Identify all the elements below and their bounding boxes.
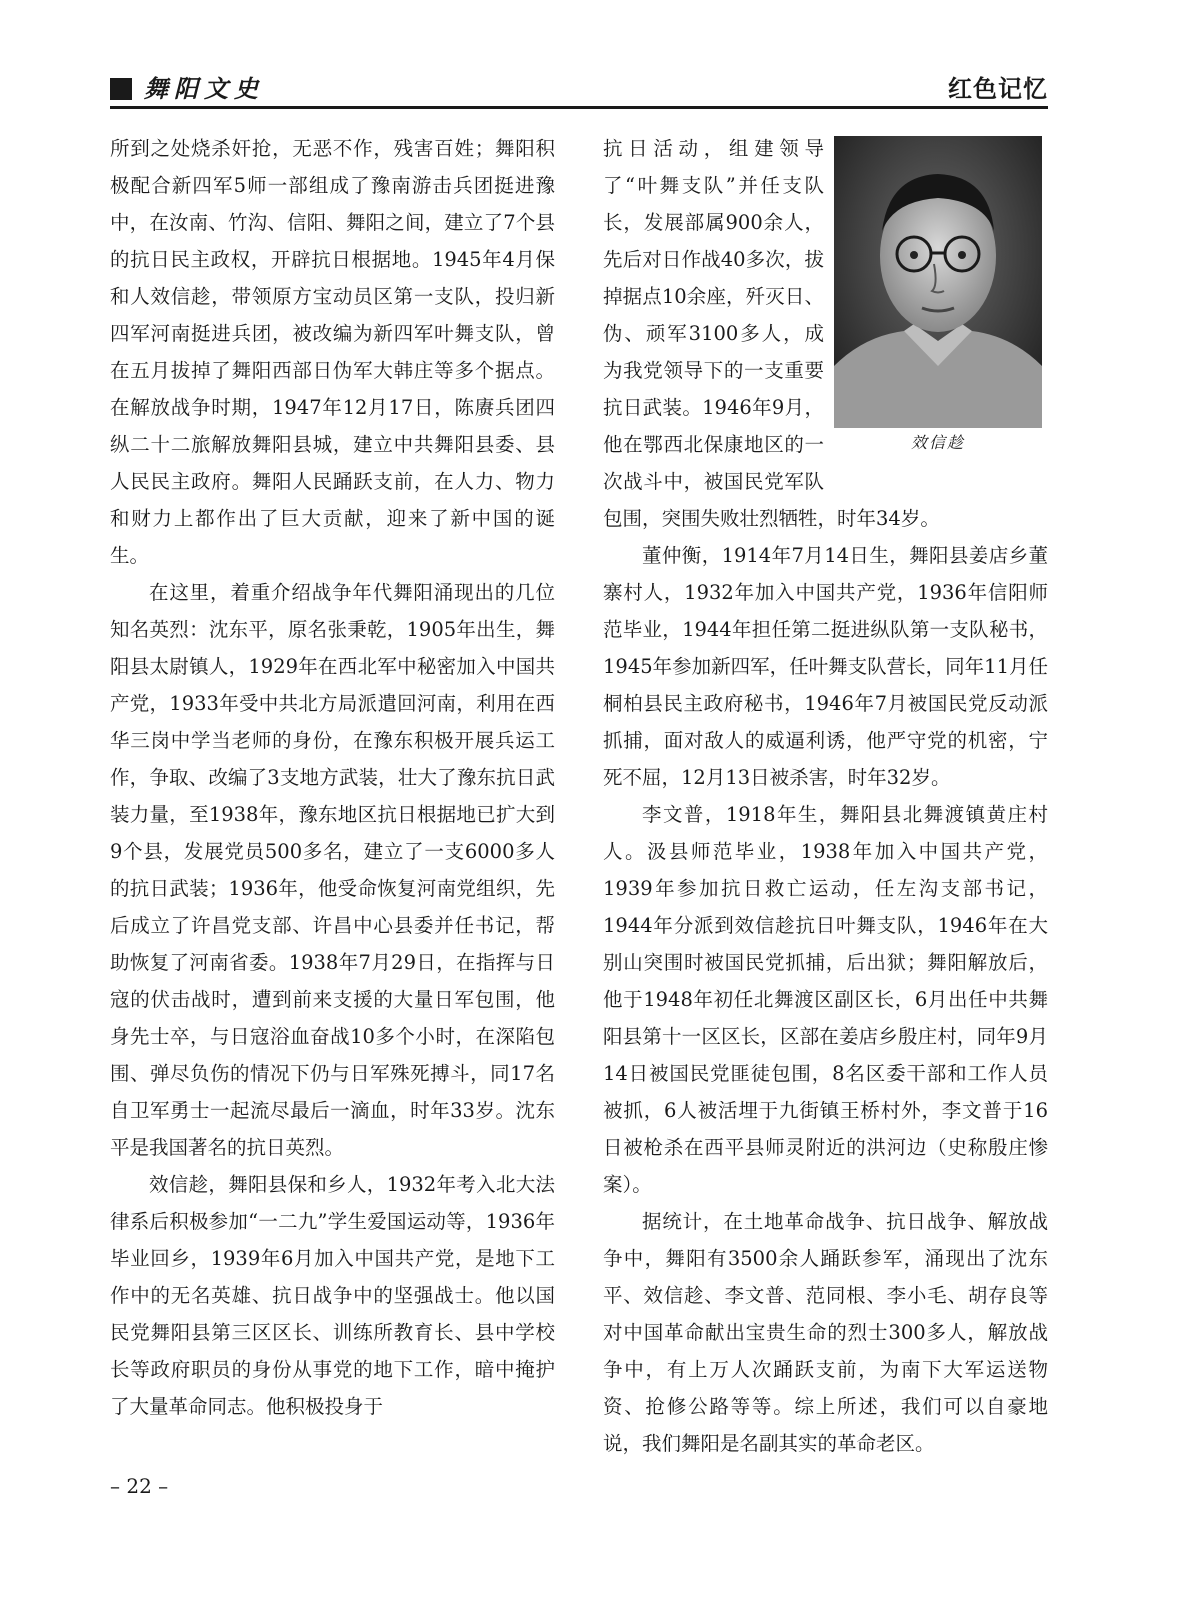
left-column [110,130,555,1425]
paragraph: 李文普，1918年生，舞阳县北舞渡镇黄庄村人。汲县师范毕业，1938年加入中国共产党，1939年参加抗日救亡运动，任左沟支部书记，1944年分派到效信趁抗日叶舞支队，1946年在大别山突围时被国民党抓捕，后出狱；舞阳解放后，他于1948年初任北舞渡区副区长，6月出任中共舞阳县第十一区区长，区部在姜店乡殷庄村，同年9月14日被国民党匪徒包围，8名区委干部和工作人员被抓，6人被活埋于九街镇王桥村外，李文普于16日被枪杀在西平县师灵附近的洪河边（史称殷庄惨案）。 [603,803,1048,1196]
paragraph: 在这里，着重介绍战争年代舞阳涌现出的几位知名英烈：沈东平，原名张秉乾，1905年出生，舞阳县太尉镇人，1929年在西北军中秘密加入中国共产党，1933年受中共北方局派遣回河南，利用在西华三岗中学当老师的身份，在豫东积极开展兵运工作，争取、改编了3支地方武装，壮大了豫东抗日武装力量，至1938年，豫东地区抗日根据地已扩大到9个县，发展党员500多名，建立了一支6000多人的抗日武装；1936年，他受命恢复河南党组织，先后成立了许昌党支部、许昌中心县委并任书记，帮助恢复了河南省委。1938年7月29日，在指挥与日寇的伏击战时，遭到前来支援的大量日军包围，他身先士卒，与日寇浴血奋战10多个小时，在深陷包围、弹尽负伤的情况下仍与日军殊死搏斗，同17名自卫军勇士一起流尽最后一滴血，时年33岁。沈东平是我国著名的抗日英烈。 [110,581,555,1159]
portrait-caption: 效信趁 [910,433,965,452]
portrait-image [834,136,1042,428]
header-rule [110,106,1048,109]
page-header [110,74,1048,104]
portrait-figure [834,136,1048,462]
right-column [603,130,1048,1462]
paragraph: 效信趁，舞阳县保和乡人，1932年考入北大法律系后积极参加“一二九”学生爱国运动等，1936年毕业回乡，1939年6月加入中国共产党，是地下工作中的无名英雄、抗日战争中的坚强战士。他以国民党舞阳县第三区区长、训练所教育长、县中学校长等政府职员的身份从事党的地下工作，暗中掩护了大量革命同志。他积极投身于 [110,1173,555,1418]
header-square-mark [110,78,132,100]
page-number: – 22 – [110,1474,169,1498]
paragraph: 所到之处烧杀奸抢，无恶不作，残害百姓；舞阳积极配合新四军5师一部组成了豫南游击兵团挺进豫中，在汝南、竹沟、信阳、舞阳之间，建立了7个县的抗日民主政权，开辟抗日根据地。1945年4月保和人效信趁，带领原方宝动员区第一支队，投归新四军河南挺进兵团，被改编为新四军叶舞支队，曾在五月拔掉了舞阳西部日伪军大韩庄等多个据点。在解放战争时期，1947年12月17日，陈赓兵团四纵二十二旅解放舞阳县城，建立中共舞阳县委、县人民民主政府。舞阳人民踊跃支前，在人力、物力和财力上都作出了巨大贡献，迎来了新中国的诞生。 [110,137,555,567]
paragraph: 董仲衡，1914年7月14日生，舞阳县姜店乡董寨村人，1932年加入中国共产党，1936年信阳师范毕业，1944年担任第二挺进纵队第一支队秘书，1945年参加新四军，任叶舞支队营长，同年11月任桐柏县民主政府秘书，1946年7月被国民党反动派抓捕，面对敌人的威逼利诱，他严守党的机密，宁死不屈，12月13日被杀害，时年32岁。 [603,544,1048,789]
portrait-photo [834,136,1042,428]
section-title: 红色记忆 [948,75,1048,103]
paragraph: 抗日活动，组建领导了“叶舞支队”并任支队长，发展部属900余人，先后对日作战40多次，拔掉据点10余座，歼灭日、伪、顽军3100多人，成为我党领导下的一支重要抗日武装。1946年9月，他在鄂西北保康地区的一次战斗中，被国民党军队包围，突围失败壮烈牺牲，时年34岁。 [603,137,940,530]
paragraph: 据统计，在土地革命战争、抗日战争、解放战争中，舞阳有3500余人踊跃参军，涌现出了沈东平、效信趁、李文普、范同根、李小毛、胡存良等对中国革命献出宝贵生命的烈士300多人，解放战争中，有上万人次踊跃支前，为南下大军运送物资、抢修公路等等。综上所述，我们可以自豪地说，我们舞阳是名副其实的革命老区。 [603,1210,1048,1455]
magazine-title: 舞阳文史 [144,74,264,103]
